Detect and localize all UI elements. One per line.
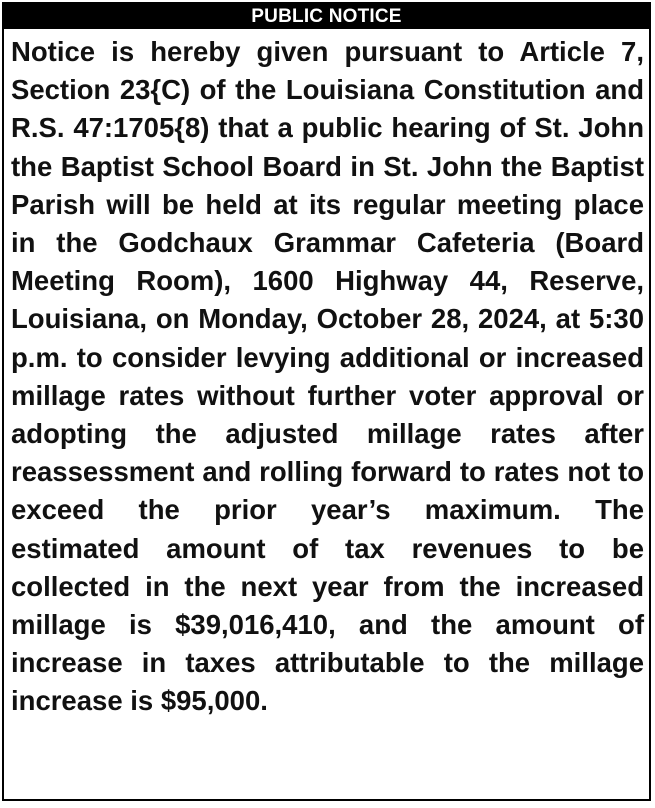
notice-heading: PUBLIC NOTICE bbox=[4, 4, 649, 29]
notice-body: Notice is hereby given pursuant to Article 7, Section 23{C) of the Louisiana Constitution and R.S. 47:1705{8) that a public hearing of St. John the Baptist School Board in St. John the Baptist Parish will be held at its regular meeting place in the Godchaux Grammar Cafeteria (Board Meeting Room), 1600 Highway 44, Reserve, Louisiana, on Monday, October 28, 2024, at 5:30 p.m. to consider levying additional or increased millage rates without further voter approval or adopting the adjusted millage rates after reassessment and rolling forward to rates not to exceed the prior year’s maximum. The estimated amount of tax revenues to be collected in the next year from the increased millage is $39,016,410, and the amount of increase in taxes attributable to the millage increase is $95,000. bbox=[11, 36, 644, 717]
public-notice-box bbox=[2, 2, 651, 801]
